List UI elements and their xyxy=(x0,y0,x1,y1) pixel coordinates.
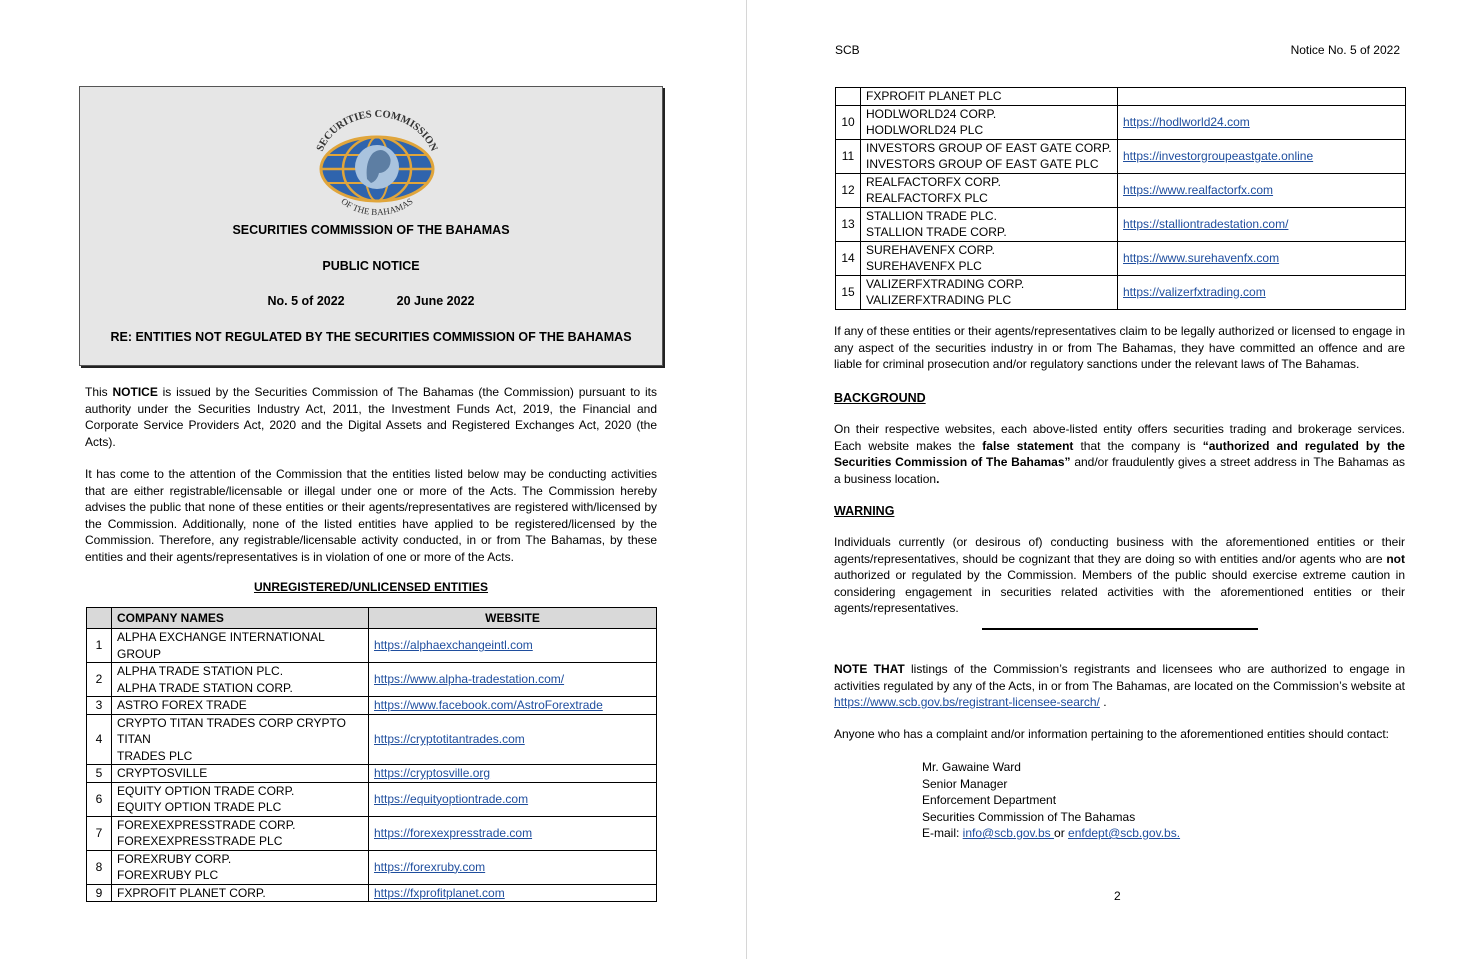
company-name-line: ALPHA TRADE STATION CORP. xyxy=(117,680,293,695)
row-number: 10 xyxy=(836,105,861,139)
contact-department: Enforcement Department xyxy=(922,793,1057,807)
website-link[interactable]: https://www.facebook.com/AstroForextrade xyxy=(374,698,603,712)
table-row xyxy=(836,88,1406,106)
company-name xyxy=(112,884,369,902)
company-name-line: FOREXEXPRESSTRADE CORP. xyxy=(117,817,296,832)
note-paragraph: NOTE THAT listings of the Commission’s registrants and licensees who are authorized to engage in activities regulated by any of the Acts, in or from The Bahamas, are located on the Commission’s website at https://www.scb.gov.bs/registrant-licensee-search/ . xyxy=(834,662,1405,709)
registrant-search-link[interactable]: https://www.scb.gov.bs/registrant-licensee-search/ xyxy=(834,695,1100,709)
running-header-right: Notice No. 5 of 2022 xyxy=(1290,43,1400,57)
svg-text:OF THE BAHAMAS: OF THE BAHAMAS xyxy=(339,196,415,218)
website-link[interactable]: https://equityoptiontrade.com xyxy=(374,791,529,806)
website-link[interactable]: https://valizerfxtrading.com xyxy=(1123,284,1266,299)
page-number: 2 xyxy=(1114,889,1121,903)
company-name-line: SUREHAVENFX CORP. xyxy=(866,242,995,257)
table-row xyxy=(87,850,657,884)
notice-type: PUBLIC NOTICE xyxy=(322,259,420,273)
company-name xyxy=(112,850,369,884)
contact-name: Mr. Gawaine Ward xyxy=(922,760,1021,774)
table-row xyxy=(836,173,1406,207)
background-paragraph: On their respective websites, each above-listed entity offers securities trading and brokerage services. Each website makes the false statement that the company is “authorized and regulated by the Securities Commission of The Bahamas” and/or fraudulently gives a street address in The Bahamas as a business location. xyxy=(834,422,1406,486)
intro-paragraph: This NOTICE is issued by the Securities Commission of The Bahamas (the Commission) pursuant to its authority under the Securities Industry Act, 2011, the Investment Funds Act, 2019, the Financial and Corporate Service Providers Act, 2020 and the Digital Assets and Registered Exchanges Act, 2020 (the Acts). xyxy=(85,385,658,449)
company-name-line: INVESTORS GROUP OF EAST GATE PLC xyxy=(866,157,1099,171)
company-name xyxy=(861,207,1118,241)
row-number: 7 xyxy=(87,816,112,850)
entities-table xyxy=(86,607,657,902)
website-cell xyxy=(369,697,657,715)
website-link[interactable]: https://cryptosville.org xyxy=(374,766,491,780)
company-name-line: FOREXEXPRESSTRADE PLC xyxy=(117,834,283,848)
securities-commission-seal-icon xyxy=(307,107,447,227)
company-name: FXPROFIT PLANET PLC xyxy=(861,88,1118,106)
company-name xyxy=(861,275,1118,309)
website-cell xyxy=(369,629,657,663)
website-link[interactable]: https://forexexpresstrade.com xyxy=(374,825,533,840)
row-number: 1 xyxy=(87,629,112,663)
company-name-line: CRYPTOSVILLE xyxy=(117,766,208,780)
notice-subject: RE: ENTITIES NOT REGULATED BY THE SECURITIES COMMISSION OF THE BAHAMAS xyxy=(110,330,632,344)
warning-paragraph: Individuals currently (or desirous of) conducting business with the aforementioned entities or their agents/representatives, should be cognizant that they are doing so with entities and/or agents who are not authorized or regulated by the Commission. Members of the public should exercise extreme caution in considering engagement in securities related activities with the aforementioned entities or their agents/representatives. xyxy=(834,535,1405,615)
row-number: 8 xyxy=(87,850,112,884)
website-cell xyxy=(369,884,657,902)
table-row xyxy=(87,714,657,765)
table-row xyxy=(87,765,657,783)
table-row xyxy=(836,275,1406,309)
contact-org: Securities Commission of The Bahamas xyxy=(922,809,1136,824)
company-name-line: VALIZERFXTRADING PLC xyxy=(866,293,1012,307)
contact-block xyxy=(922,759,1180,842)
company-name-line: REALFACTORFX CORP. xyxy=(866,174,1001,189)
website-cell xyxy=(1118,139,1406,173)
attention-paragraph: It has come to the attention of the Commission that the entities listed below may be conducting activities that are either registrable/licensable or illegal under one or more of the Acts. The Commission hereby advises the public that none of these entities or their agents/representatives are registered with/licensed by the Commission. Additionally, none of the listed entities have applied to be registered/licensed by the Commission. Therefore, any registrable/licensable activity conducted, in or from The Bahamas, by these entities and their agents/representatives is in violation of one or more of the Acts. xyxy=(85,467,657,564)
company-name-line: FOREXRUBY CORP. xyxy=(117,851,232,866)
company-name xyxy=(861,241,1118,275)
row-number xyxy=(836,88,861,106)
company-name-line: STALLION TRADE PLC. xyxy=(866,208,997,223)
table-row xyxy=(836,207,1406,241)
table-row xyxy=(87,663,657,697)
row-number: 2 xyxy=(87,663,112,697)
company-name-line: EQUITY OPTION TRADE CORP. xyxy=(117,783,295,798)
table-header-row xyxy=(87,608,657,629)
entities-table-continued xyxy=(835,87,1406,310)
website-link[interactable]: https://www.surehavenfx.com xyxy=(1123,250,1280,265)
table-header-names: COMPANY NAMES xyxy=(112,608,369,629)
website-cell xyxy=(1118,105,1406,139)
company-name xyxy=(861,105,1118,139)
company-name-line: HODLWORLD24 PLC xyxy=(866,123,984,137)
website-cell xyxy=(369,850,657,884)
website-cell xyxy=(369,782,657,816)
table-row xyxy=(87,697,657,715)
company-name-line: TRADES PLC xyxy=(117,748,193,763)
company-name xyxy=(112,782,369,816)
row-number: 14 xyxy=(836,241,861,275)
company-name-line: FXPROFIT PLANET CORP. xyxy=(117,885,266,900)
website-cell xyxy=(1118,275,1406,309)
row-number: 4 xyxy=(87,714,112,765)
section-title: UNREGISTERED/UNLICENSED ENTITIES xyxy=(253,580,489,594)
table-row xyxy=(836,139,1406,173)
website-link[interactable]: https://stalliontradestation.com/ xyxy=(1123,216,1289,231)
company-name xyxy=(112,714,369,765)
website-link[interactable]: https://hodlworld24.com xyxy=(1123,114,1250,129)
notice-number-date xyxy=(80,294,662,308)
row-number: 9 xyxy=(87,884,112,902)
website-link[interactable]: https://cryptotitantrades.com xyxy=(374,732,525,746)
website-link[interactable]: https://fxprofitplanet.com xyxy=(374,885,505,900)
email-link-info[interactable]: info@scb.gov.bs xyxy=(962,826,1055,840)
row-number: 6 xyxy=(87,782,112,816)
website-cell xyxy=(1118,207,1406,241)
notice-number: No. 5 of 2022 xyxy=(267,294,345,308)
website-link[interactable]: https://www.alpha-tradestation.com/ xyxy=(374,672,565,687)
contact-title: Senior Manager xyxy=(922,776,1008,791)
company-name-line: REALFACTORFX PLC xyxy=(866,191,988,205)
company-name xyxy=(861,173,1118,207)
table-row xyxy=(836,105,1406,139)
website-link[interactable]: https://alphaexchangeintl.com xyxy=(374,638,533,653)
company-name-line: SUREHAVENFX PLC xyxy=(866,259,982,273)
row-number: 5 xyxy=(87,765,112,783)
website-link[interactable]: https://forexruby.com xyxy=(374,859,486,874)
running-header-left: SCB xyxy=(835,43,860,57)
table-row xyxy=(836,241,1406,275)
website-cell xyxy=(369,765,657,783)
website-cell xyxy=(1118,88,1406,106)
org-name: SECURITIES COMMISSION OF THE BAHAMAS xyxy=(232,223,510,237)
background-heading: BACKGROUND xyxy=(834,391,926,405)
notice-header-box xyxy=(79,86,663,366)
table-row xyxy=(87,782,657,816)
table-header-num xyxy=(87,608,112,629)
table-row xyxy=(87,816,657,850)
company-name-line: VALIZERFXTRADING CORP. xyxy=(866,276,1025,291)
notice-date: 20 June 2022 xyxy=(396,294,475,308)
company-name-line: HODLWORLD24 CORP. xyxy=(866,106,997,121)
warning-heading: WARNING xyxy=(834,504,895,518)
row-number: 13 xyxy=(836,207,861,241)
company-name-line: ALPHA TRADE STATION PLC. xyxy=(117,664,284,678)
company-name-line: FOREXRUBY PLC xyxy=(117,868,219,882)
website-cell xyxy=(369,663,657,697)
row-number: 3 xyxy=(87,697,112,715)
company-name-line: ASTRO FOREX TRADE xyxy=(117,698,247,712)
company-name-line: EQUITY OPTION TRADE PLC xyxy=(117,800,282,814)
company-name xyxy=(861,139,1118,173)
table-header-website: WEBSITE xyxy=(369,608,657,629)
company-name-line: STALLION TRADE CORP. xyxy=(866,225,1007,239)
company-name-line: INVESTORS GROUP OF EAST GATE CORP. xyxy=(866,140,1112,155)
table-row xyxy=(87,629,657,663)
website-cell xyxy=(1118,241,1406,275)
website-link[interactable]: https://www.realfactorfx.com xyxy=(1123,182,1274,197)
website-cell xyxy=(369,816,657,850)
company-name-line: CRYPTO TITAN TRADES CORP CRYPTO TITAN xyxy=(117,715,346,746)
svg-text:SECURITIES COMMISSION: SECURITIES COMMISSION xyxy=(314,108,440,154)
company-name xyxy=(112,697,369,715)
offence-paragraph: If any of these entities or their agents/representatives claim to be legally authorized or licensed to engage in any aspect of the securities industry in or from The Bahamas, they have committed an offence and are liable for criminal prosecution and/or regulatory sanctions under the relevant laws of The Bahamas. xyxy=(834,324,1406,371)
divider-rule xyxy=(982,628,1258,630)
row-number: 11 xyxy=(836,139,861,173)
company-name xyxy=(112,765,369,783)
email-link-enfdept[interactable]: enfdept@scb.gov.bs. xyxy=(1068,826,1181,840)
row-number: 12 xyxy=(836,173,861,207)
company-name-line: ALPHA EXCHANGE INTERNATIONAL GROUP xyxy=(117,630,325,661)
table-row xyxy=(87,884,657,902)
page-divider xyxy=(746,0,747,959)
website-link[interactable]: https://investorgroupeastgate.online xyxy=(1123,148,1314,163)
company-name xyxy=(112,629,369,663)
row-number: 15 xyxy=(836,275,861,309)
contact-email: E-mail: info@scb.gov.bs or enfdept@scb.gov.bs. xyxy=(922,826,1181,840)
website-cell xyxy=(369,714,657,765)
company-name xyxy=(112,816,369,850)
company-name xyxy=(112,663,369,697)
website-cell xyxy=(1118,173,1406,207)
complaint-paragraph: Anyone who has a complaint and/or information pertaining to the aforementioned entities should contact: xyxy=(834,727,1390,741)
